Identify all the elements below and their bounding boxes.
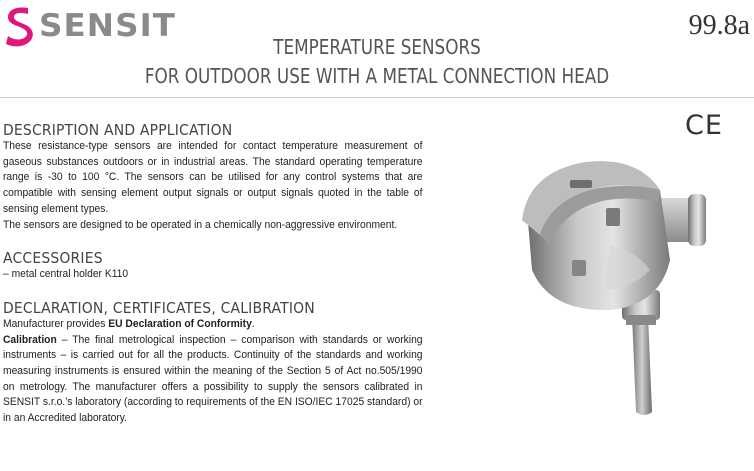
declaration-text: Manufacturer provides — [3, 317, 109, 330]
header-divider — [0, 97, 754, 98]
temperature-sensor-photo — [510, 150, 715, 420]
description-paragraph: These resistance-type sensors are intended for contact temperature measurement of gaseous substances outdoors or in industrial areas. The standard operating temperature range is -30 to 100 °C. The sensors can be utilised for any control systems that are compatible with sensing element output signals or output signals quoted in the table of sensing element types. — [3, 140, 423, 215]
ce-mark-icon — [685, 110, 725, 138]
declaration-bold: EU Declaration of Conformity — [108, 317, 252, 330]
declaration-paragraph — [3, 317, 423, 333]
accessory-item: – metal central holder K110 — [3, 268, 129, 281]
section-heading-description: DESCRIPTION AND APPLICATION — [3, 121, 233, 139]
brand-name: SENSIT — [39, 8, 176, 44]
document-number: 99.8a — [688, 10, 750, 41]
section-heading-accessories: ACCESSORIES — [3, 249, 103, 268]
description-paragraph-environment: The sensors are designed to be operated in a chemically non-aggressive environment. — [3, 218, 398, 231]
calibration-paragraph — [3, 333, 423, 427]
sensit-s-logo-icon — [2, 4, 36, 48]
declaration-suffix: . — [251, 317, 255, 330]
calibration-text: – The final metrological inspection – comparison with standards or working instruments – is carried out for all the products. Continuity of the standards and working measuring instruments is ensured within the meaning of the Section 5 of Act no.505/1990 on metrology. The manufacturer offers a possibility to supply the sensors calibrated in SENSIT s.r.o.’s laboratory (according to requirements of the EN ISO/IEC 17025 standard) or in an Accredited laboratory. — [3, 333, 423, 425]
svg-text:CE: CE — [685, 110, 723, 138]
section-heading-declaration: DECLARATION, CERTIFICATES, CALIBRATION — [3, 298, 315, 317]
page-title-line-1: TEMPERATURE SENSORS — [273, 35, 481, 59]
page-title-line-2: FOR OUTDOOR USE WITH A METAL CONNECTION HEAD — [144, 64, 610, 88]
calibration-label: Calibration — [3, 333, 57, 346]
main-content — [3, 121, 423, 427]
